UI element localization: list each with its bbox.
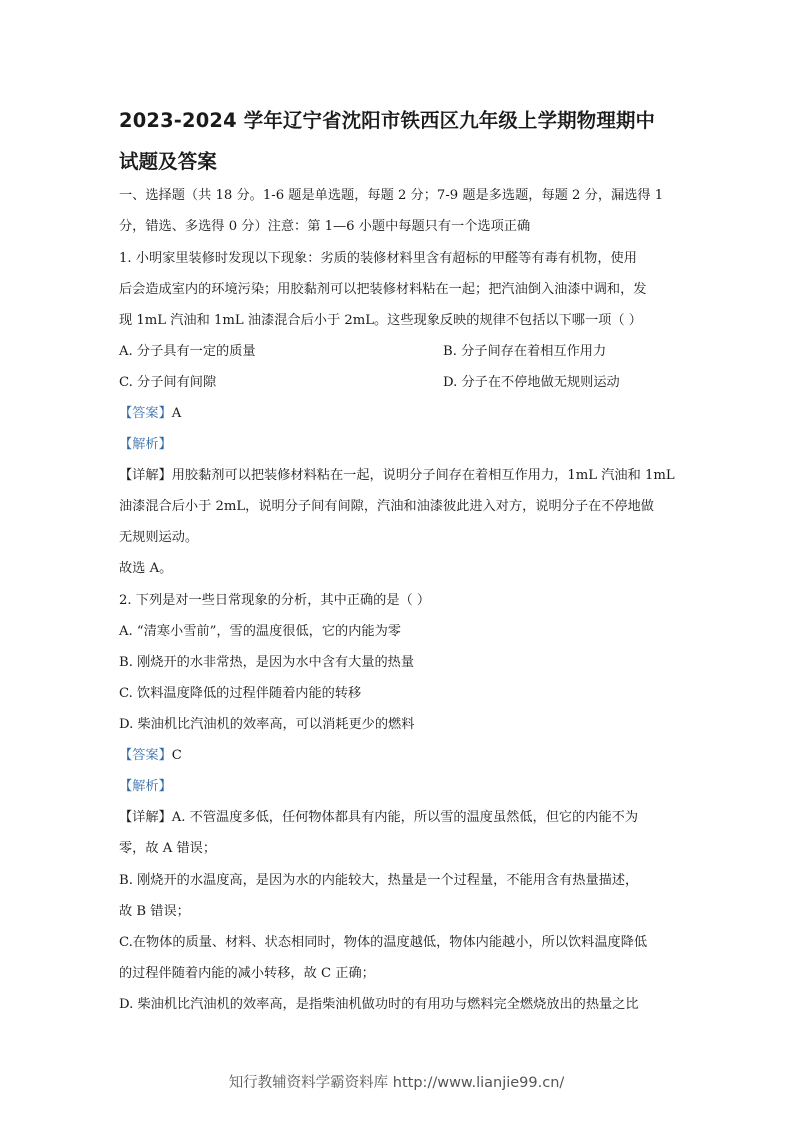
question-1-option-c: C. 分子间有间隙 <box>119 375 217 390</box>
answer-tag-open: 【 <box>119 748 133 763</box>
question-2-detail-line-1: 【详解】A. 不管温度多低，任何物体都具有内能，所以雪的温度虽然低，但它的内能不为 <box>119 810 639 825</box>
answer-tag-close: 】 <box>158 748 172 763</box>
document-title-line-2: 试题及答案 <box>119 150 217 173</box>
answer-tag-open: 【 <box>119 406 133 421</box>
question-1-option-a: A. 分子具有一定的质量 <box>119 344 256 359</box>
question-2-detail-line-5: C.在物体的质量、材料、状态相同时，物体的温度越低，物体内能越小，所以饮料温度降低 <box>119 935 648 950</box>
question-1-conclusion: 故选 A。 <box>119 561 173 576</box>
question-1-detail-line-2: 油漆混合后小于 2mL，说明分子间有间隙，汽油和油漆彼此进入对方，说明分子在不停地做 <box>119 499 654 514</box>
question-2-line-1: 2. 下列是对一些日常现象的分析，其中正确的是（ ） <box>119 593 431 608</box>
question-1-line-2: 后会造成室内的环境污染；用胶黏剂可以把装修材料粘在一起；把汽油倒入油漆中调和，发 <box>119 282 647 297</box>
question-1-answer <box>119 405 181 423</box>
analysis-tag-open: 【 <box>119 437 133 452</box>
question-2-option-b: B. 刚烧开的水非常热，是因为水中含有大量的热量 <box>119 655 415 670</box>
answer-value: A <box>171 406 182 421</box>
question-2-option-a: A. “清寒小雪前”，雪的温度很低，它的内能为零 <box>119 624 401 639</box>
question-1-line-1: 1. 小明家里装修时发现以下现象：劣质的装修材料里含有超标的甲醛等有毒有机物，使用 <box>119 251 637 266</box>
question-2-detail-line-3: B. 刚烧开的水温度高，是因为水的内能较大，热量是一个过程量，不能用含有热量描述， <box>119 873 639 888</box>
answer-value: C <box>171 748 182 763</box>
question-2-detail-line-4: 故 B 错误； <box>119 904 190 919</box>
question-2-detail-line-2: 零，故 A 错误； <box>119 841 217 856</box>
question-2-answer <box>119 747 182 765</box>
analysis-tag-label: 解析 <box>132 779 159 794</box>
question-1-detail-line-1: 【详解】用胶黏剂可以把装修材料粘在一起，说明分子间存在着相互作用力，1mL 汽油和 1mL <box>119 468 675 483</box>
question-1-option-b: B. 分子间存在着相互作用力 <box>443 344 607 359</box>
question-2-detail-line-6: 的过程伴随着内能的减小转移，故 C 正确； <box>119 966 375 981</box>
section-intro-line-2: 分，错选、多选得 0 分）注意：第 1—6 小题中每题只有一个选项正确 <box>119 219 531 234</box>
document-title-line-1: 2023-2024 学年辽宁省沈阳市铁西区九年级上学期物理期中 <box>119 109 656 132</box>
analysis-tag-close: 】 <box>158 779 172 794</box>
question-2-option-c: C. 饮料温度降低的过程伴随着内能的转移 <box>119 686 362 701</box>
footer-watermark-link[interactable]: 知行教辅资料学霸资料库 http://www.lianjie99.cn/ <box>228 1075 565 1091</box>
analysis-tag-open: 【 <box>119 779 133 794</box>
question-1-line-3: 现 1mL 汽油和 1mL 油漆混合后小于 2mL。这些现象反映的规律不包括以下哪一项（ ） <box>119 313 642 328</box>
section-intro-line-1: 一、选择题（共 18 分。1-6 题是单选题，每题 2 分；7-9 题是多选题，每题 2 分，漏选得 1 <box>119 188 664 203</box>
question-2-option-d: D. 柴油机比汽油机的效率高，可以消耗更少的燃料 <box>119 717 415 732</box>
answer-tag-label: 答案 <box>132 748 159 763</box>
question-1-analysis-tag <box>119 436 172 454</box>
question-2-analysis-tag <box>119 778 172 796</box>
analysis-tag-label: 解析 <box>132 437 159 452</box>
answer-tag-label: 答案 <box>132 406 159 421</box>
question-1-option-d: D. 分子在不停地做无规则运动 <box>443 375 620 390</box>
answer-tag-close: 】 <box>158 406 172 421</box>
analysis-tag-close: 】 <box>158 437 172 452</box>
question-2-detail-line-7: D. 柴油机比汽油机的效率高，是指柴油机做功时的有用功与燃料完全燃烧放出的热量之比 <box>119 997 639 1012</box>
question-1-detail-line-3: 无规则运动。 <box>119 530 199 545</box>
